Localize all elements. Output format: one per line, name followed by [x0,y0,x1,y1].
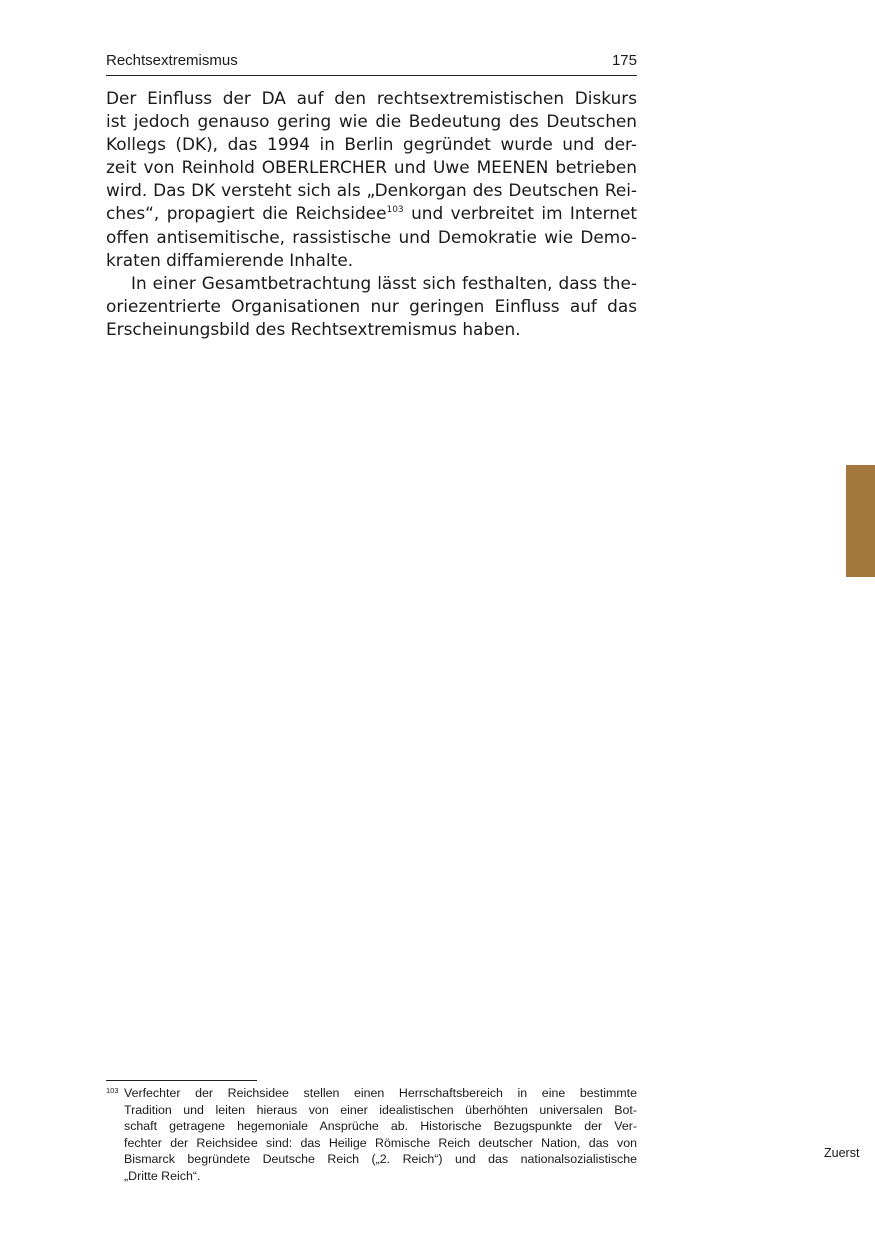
main-text [106,87,637,341]
footnote-line: schaft getragene hegemoniale Ansprüche ab. Historische Bezugspunkte der Ver- [124,1119,637,1134]
text-line: zeit von Reinhold OBERLERCHER und Uwe MEENEN betrieben [106,157,637,178]
text-line: In einer Gesamtbetrachtung lässt sich festhalten, dass the- [131,272,637,293]
text-line: Der Einfluss der DA auf den rechtsextremistischen Diskurs [106,88,637,108]
text-segment: ches“, propagiert die Reichsidee [106,203,387,224]
footnote-line: Tradition und leiten hieraus von einer idealistischen überhöhten universalen Bot- [124,1102,637,1117]
footnote-line: „Dritte Reich“. [124,1168,201,1183]
text-segment: und verbreitet im Internet [403,203,637,224]
footnote [106,1085,637,1185]
text-line: Erscheinungsbild des Rechtsextremismus haben. [106,318,521,339]
text-line: wird. Das DK versteht sich als „Denkorgan des Deutschen Rei- [106,180,637,201]
running-head-title: Rechtsextremismus [106,52,238,69]
running-head [106,51,637,76]
text-line: ist jedoch genauso gering wie die Bedeutung des Deutschen [106,111,637,132]
footnote-number: 103 [106,1086,119,1095]
footnote-line: Verfechter der Reichsidee stellen einen Herrschaftsbereich in eine bestimmte [124,1086,637,1100]
footnote-body [124,1085,637,1185]
footnote-separator [106,1080,257,1081]
footnote-line: fechter der Reichsidee sind: das Heilige Römische Reich deutscher Nation, das von [124,1135,637,1150]
text-line: offen antisemitische, rassistische und Demokratie wie Demo- [106,226,637,247]
text-line: kraten diffamierende Inhalte. [106,249,354,270]
footnote-reference[interactable]: 103 [386,205,404,216]
footnote-line: Bismarck begründete Deutsche Reich („2. Reich“) und das nationalsozialistische [124,1152,637,1167]
page-number: 175 [611,52,637,69]
side-label: Zuerst [824,1146,860,1160]
text-line: Kollegs (DK), das 1994 in Berlin gegründet wurde und der- [106,134,637,155]
text-line [106,202,637,225]
text-line: oriezentrierte Organisationen nur geringen Einfluss auf das [106,295,637,316]
chapter-thumb-tab [846,465,875,577]
